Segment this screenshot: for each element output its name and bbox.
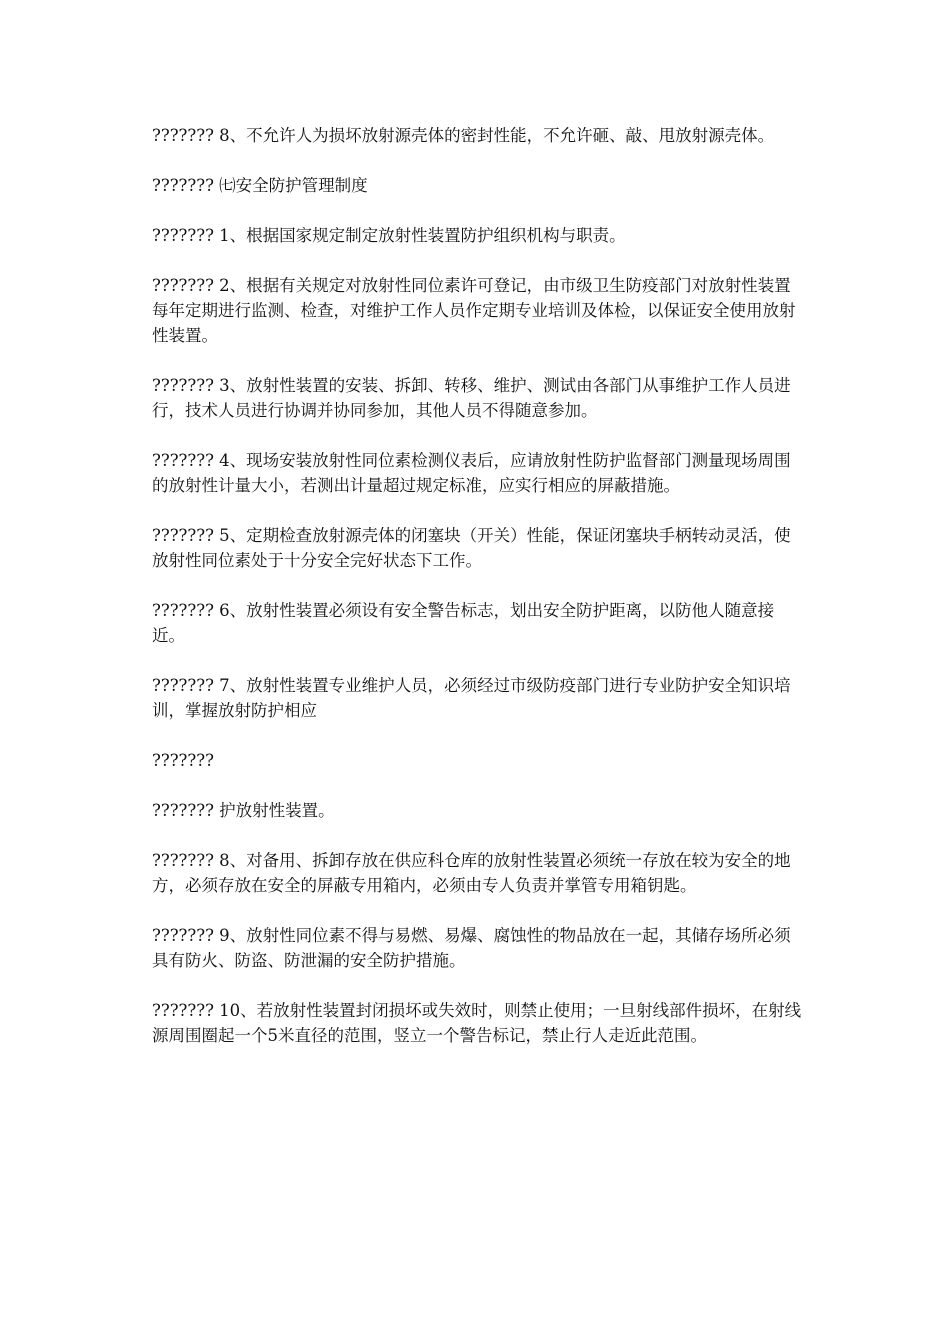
paragraph-placeholder: ???????	[152, 751, 214, 770]
paragraph-item-4: ??????? 4、现场安装放射性同位素检测仪表后，应请放射性防护监督部门测量现场周围的放射性计量大小，若测出计量超过规定标准，应实行相应的屏蔽措施。	[152, 451, 791, 495]
section-heading-safety-management: ??????? ㈦安全防护管理制度	[152, 176, 368, 195]
paragraph-item-10: ??????? 10、若放射性装置封闭损坏或失效时，则禁止使用；一旦射线部件损坏，在射线源周围圈起一个5米直径的范围，竖立一个警告标记，禁止行人走近此范围。	[152, 1001, 802, 1045]
paragraph-item-9: ??????? 9、放射性同位素不得与易燃、易爆、腐蚀性的物品放在一起，其储存场所必须具有防火、防盗、防泄漏的安全防护措施。	[152, 926, 791, 970]
paragraph-item-1: ??????? 1、根据国家规定制定放射性装置防护组织机构与职责。	[152, 226, 626, 245]
paragraph-item-6: ??????? 6、放射性装置必须设有安全警告标志，划出安全防护距离，以防他人随意接近。	[152, 601, 775, 645]
paragraph-item-7: ??????? 7、放射性装置专业维护人员，必须经过市级防疫部门进行专业防护安全知识培训，掌握放射防护相应	[152, 676, 791, 720]
paragraph-item-8-seal: ??????? 8、不允许人为损坏放射源壳体的密封性能，不允许砸、敲、甩放射源壳体。	[152, 126, 775, 145]
paragraph-item-2: ??????? 2、根据有关规定对放射性同位素许可登记，由市级卫生防疫部门对放射性装置每年定期进行监测、检查，对维护工作人员作定期专业培训及体检，以保证安全使用放射性装置。	[152, 276, 796, 345]
paragraph-item-3: ??????? 3、放射性装置的安装、拆卸、转移、维护、测试由各部门从事维护工作人员进行，技术人员进行协调并协同参加，其他人员不得随意参加。	[152, 376, 791, 420]
paragraph-item-8-storage: ??????? 8、对备用、拆卸存放在供应科仓库的放射性装置必须统一存放在较为安全的地方，必须存放在安全的屏蔽专用箱内，必须由专人负责并掌管专用箱钥匙。	[152, 851, 791, 895]
paragraph-fragment: ??????? 护放射性装置。	[152, 801, 335, 820]
document-body	[152, 123, 802, 1073]
paragraph-item-5: ??????? 5、定期检查放射源壳体的闭塞块（开关）性能，保证闭塞块手柄转动灵活，使放射性同位素处于十分安全完好状态下工作。	[152, 526, 791, 570]
